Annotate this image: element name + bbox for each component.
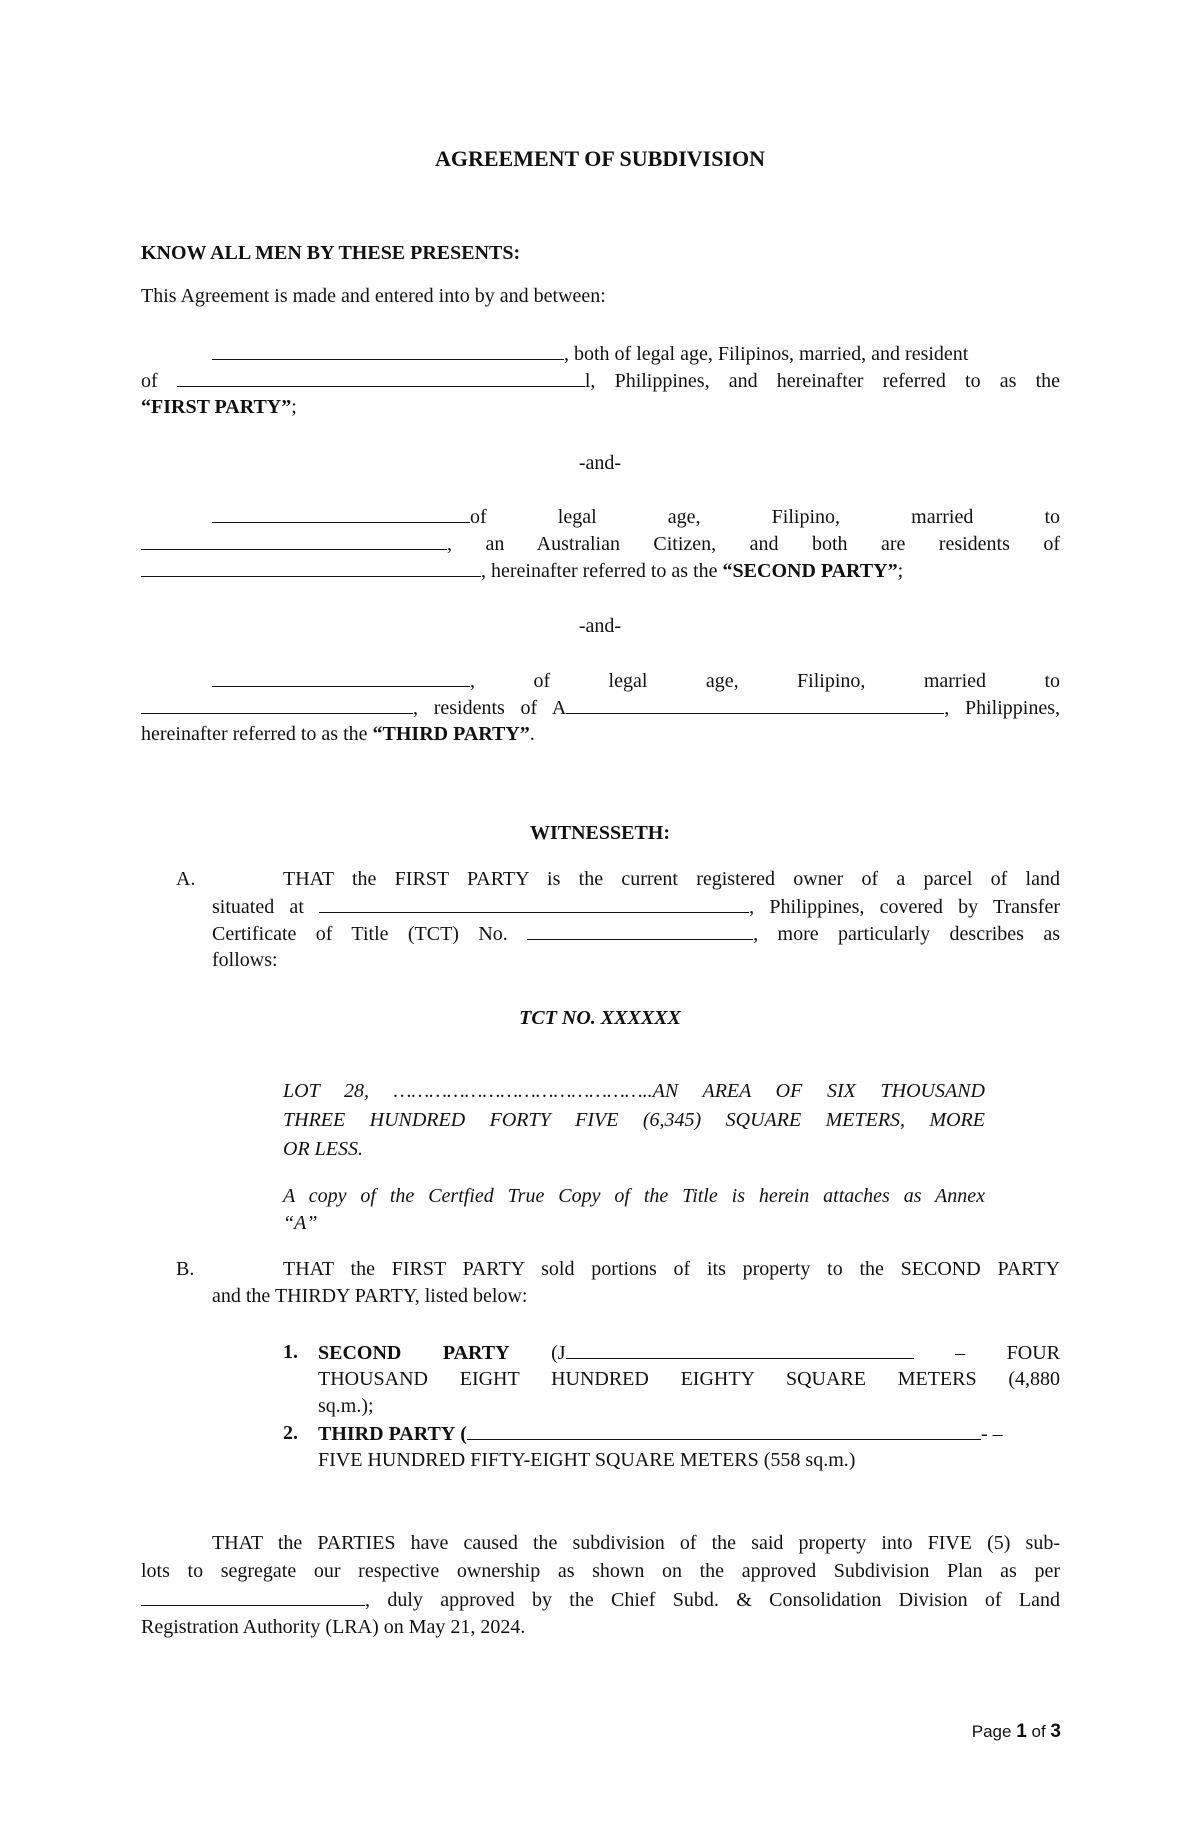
- separator-and-1: -and-: [578, 452, 622, 474]
- land-location-blank[interactable]: [319, 893, 749, 913]
- second-party-spouse-blank[interactable]: [141, 530, 447, 550]
- second-party-line2: , an Australian Citizen, and both are residents of: [141, 530, 1060, 558]
- list-item-1-line1: SECOND PARTY (J – FOUR: [318, 1339, 1060, 1367]
- lot-description-line3: OR LESS.: [283, 1138, 363, 1160]
- third-party-line3: hereinafter referred to as the “THIRD PARTY”.: [141, 723, 535, 745]
- second-party-label: “SECOND PARTY”: [722, 560, 898, 582]
- copy-note-line1: A copy of the Certfied True Copy of the Title is herein attaches as Annex: [283, 1185, 985, 1207]
- first-party-name-blank[interactable]: [212, 340, 564, 360]
- lot-description-line2: THREE HUNDRED FORTY FIVE (6,345) SQUARE METERS, MORE: [283, 1109, 985, 1131]
- list-item-2-number: 2.: [283, 1422, 298, 1444]
- closing-line2: lots to segregate our respective ownership as shown on the approved Subdivision Plan as per: [141, 1560, 1060, 1582]
- closing-line1: THAT the PARTIES have caused the subdivision of the said property into FIVE (5) sub-: [212, 1532, 1060, 1554]
- first-party-line1: , both of legal age, Filipinos, married, and resident: [212, 340, 1060, 368]
- page-current: 1: [1016, 1721, 1027, 1742]
- list-item-2-line1: THIRD PARTY ( - –: [318, 1420, 1060, 1448]
- page-total: 3: [1050, 1721, 1061, 1742]
- preamble-intro: This Agreement is made and entered into by and between:: [141, 285, 606, 307]
- clause-a-line3: Certificate of Title (TCT) No. , more particularly describes as: [212, 920, 1060, 948]
- second-party-line3: , hereinafter referred to as the “SECOND PARTY”;: [141, 557, 903, 585]
- second-party-portion-blank[interactable]: [566, 1339, 914, 1359]
- clause-a-marker: A.: [176, 868, 196, 890]
- list-item-2-line2: FIVE HUNDRED FIFTY-EIGHT SQUARE METERS (558 sq.m.): [318, 1449, 856, 1471]
- list-item-2-label: THIRD PARTY: [318, 1423, 456, 1445]
- list-item-1-number: 1.: [283, 1341, 298, 1363]
- second-party-residence-blank[interactable]: [141, 557, 481, 577]
- second-party-name-blank[interactable]: [212, 503, 470, 523]
- list-item-1-line2: THOUSAND EIGHT HUNDRED EIGHTY SQUARE METERS (4,880: [318, 1368, 1060, 1390]
- page-label: Page: [971, 1722, 1012, 1741]
- tct-title: TCT NO. XXXXXX: [519, 1007, 681, 1029]
- clause-b-line1: THAT the FIRST PARTY sold portions of its property to the SECOND PARTY: [283, 1258, 1060, 1280]
- first-party-line2: of l, Philippines, and hereinafter referred to as the: [141, 367, 1060, 395]
- clause-a-line2: situated at , Philippines, covered by Transfer: [212, 893, 1060, 921]
- third-party-portion-blank[interactable]: [467, 1420, 981, 1440]
- list-item-1-label: SECOND PARTY: [318, 1342, 510, 1364]
- subdivision-plan-blank[interactable]: [141, 1586, 365, 1606]
- clause-b-line2: and the THIRDY PARTY, listed below:: [212, 1285, 528, 1307]
- closing-line4: Registration Authority (LRA) on May 21, 2024.: [141, 1616, 526, 1638]
- third-party-label: “THIRD PARTY”: [372, 723, 530, 745]
- third-party-line2: , residents of A , Philippines,: [141, 694, 1060, 722]
- tct-number-blank[interactable]: [527, 920, 753, 940]
- page-footer: [972, 1718, 1061, 1745]
- preamble-heading: KNOW ALL MEN BY THESE PRESENTS:: [141, 242, 521, 264]
- separator-and-2: -and-: [578, 615, 622, 637]
- first-party-label-line: “FIRST PARTY”;: [141, 396, 297, 418]
- second-party-line1: of legal age, Filipino, married to: [212, 503, 1060, 531]
- third-party-line1: , of legal age, Filipino, married to: [212, 667, 1060, 695]
- lot-description-line1: LOT 28, ……………………………………..AN AREA OF SIX THOUSAND: [283, 1080, 985, 1102]
- list-item-1-line3: sq.m.);: [318, 1395, 374, 1417]
- copy-note-line2: “A”: [283, 1212, 318, 1234]
- third-party-spouse-blank[interactable]: [141, 694, 413, 714]
- witnesseth-heading: WITNESSETH:: [529, 822, 671, 844]
- third-party-name-blank[interactable]: [212, 667, 470, 687]
- third-party-residence-blank[interactable]: [566, 694, 944, 714]
- clause-b-marker: B.: [176, 1258, 195, 1280]
- clause-a-line4: follows:: [212, 949, 278, 971]
- document-title: AGREEMENT OF SUBDIVISION: [434, 146, 766, 171]
- clause-a-line1: THAT the FIRST PARTY is the current registered owner of a parcel of land: [283, 868, 1060, 890]
- closing-line3: , duly approved by the Chief Subd. & Consolidation Division of Land: [141, 1586, 1060, 1614]
- page-of-label: of: [1031, 1722, 1046, 1741]
- first-party-residence-blank[interactable]: [177, 367, 585, 387]
- first-party-label: “FIRST PARTY”: [141, 396, 292, 418]
